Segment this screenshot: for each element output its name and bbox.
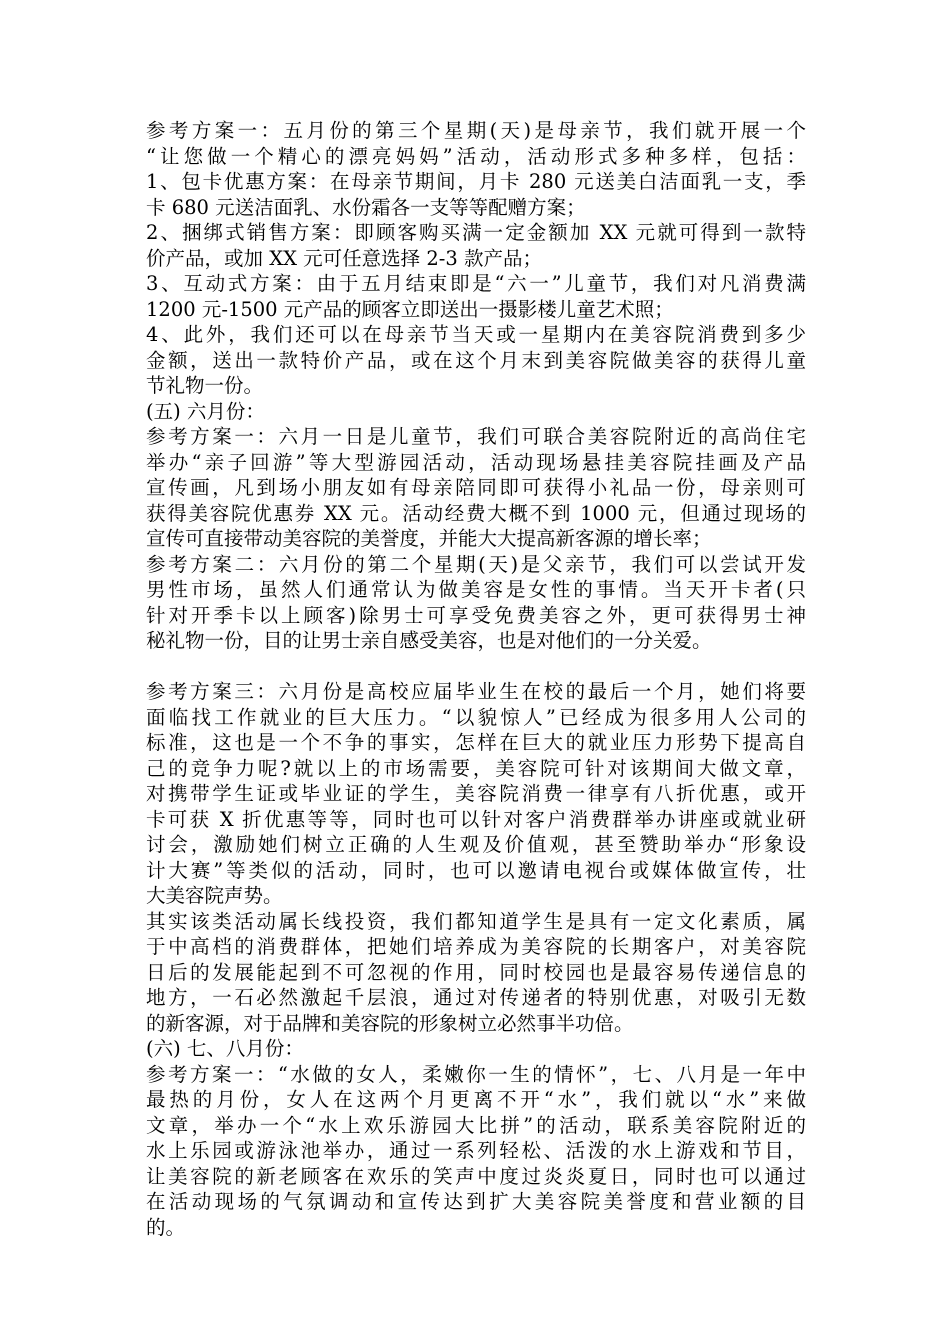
text-line: 大美容院声势。 <box>146 884 283 907</box>
text-line: 价产品，或加 XX 元可任意选择 2-3 款产品； <box>146 246 542 270</box>
text-line: 卡 680 元送洁面乳、水份霜各一支等等配赠方案； <box>146 195 586 219</box>
text-line: 面临找工作就业的巨大压力。“以貌惊人”已经成为很多用人公司的 <box>146 705 806 729</box>
text-line: 节礼物一份。 <box>146 374 264 397</box>
text-line: 其实该类活动属长线投资，我们都知道学生是具有一定文化素质，属 <box>146 909 806 933</box>
text-line: 的新客源，对于品牌和美容院的形象树立必然事半功倍。 <box>146 1011 634 1035</box>
text-line: 己的竞争力呢?就以上的市场需要，美容院可针对该期间大做文章， <box>146 756 806 780</box>
text-line: 秘礼物一份，目的让男士亲自感受美容，也是对他们的一分关爱。 <box>146 629 712 652</box>
text-line: 讨会，激励她们树立正确的人生观及价值观，甚至赞助举办“形象设 <box>146 833 806 856</box>
text-line: 宣传可直接带动美容院的美誉度，并能大大提高新客源的增长率； <box>146 527 712 550</box>
text-line: 参考方案一：六月一日是儿童节，我们可联合美容院附近的高尚住宅 <box>146 425 806 448</box>
text-line: 针对开季卡以上顾客)除男士可享受免费美容之外，更可获得男士神 <box>146 603 806 627</box>
text-line: 日后的发展能起到不可忽视的作用，同时校园也是最容易传递信息的 <box>146 960 806 984</box>
section-heading: (五) 六月份： <box>146 399 265 423</box>
text-line: 3、互动式方案：由于五月结束即是“六一”儿童节，我们对凡消费满 <box>146 272 806 295</box>
text-line: 参考方案一：“水做的女人，柔嫩你一生的情怀”，七、八月是一年中 <box>146 1062 806 1086</box>
text-line: 卡可获 X 折优惠等等，同时也可以针对客户消费群举办讲座或就业研 <box>146 807 806 831</box>
text-line: 宣传画，凡到场小朋友如有母亲陪同即可获得小礼品一份，母亲则可 <box>146 476 806 499</box>
text-line: 标准，这也是一个不争的事实，怎样在巨大的就业压力形势下提高自 <box>146 731 806 754</box>
text-line: “让您做一个精心的漂亮妈妈”活动，活动形式多种多样，包括： <box>146 144 806 168</box>
section-heading: (六) 七、八月份： <box>146 1037 304 1060</box>
text-line: 最热的月份，女人在这两个月更离不开“水”，我们就以“水”来做 <box>146 1088 806 1111</box>
text-line: 水上乐园或游泳池举办，通过一系列轻松、活泼的水上游戏和节目， <box>146 1139 806 1162</box>
text-line: 举办“亲子回游”等大型游园活动，活动现场悬挂美容院挂画及产品 <box>146 450 806 474</box>
text-line: 参考方案二：六月份的第二个星期(天)是父亲节，我们可以尝试开发 <box>146 552 806 576</box>
text-line: 让美容院的新老顾客在欢乐的笑声中度过炎炎夏日，同时也可以通过 <box>146 1164 806 1188</box>
text-line: 文章，举办一个“水上欢乐游园大比拼”的活动，联系美容院附近的 <box>146 1113 806 1137</box>
text-line: 4、此外，我们还可以在母亲节当天或一星期内在美容院消费到多少 <box>146 323 806 346</box>
paragraph-gap <box>146 654 806 680</box>
text-line: 2、捆绑式销售方案：即顾客购买满一定金额加 XX 元就可得到一款特 <box>146 221 806 244</box>
text-line: 1、包卡优惠方案：在母亲节期间，月卡 280 元送美白洁面乳一支，季 <box>146 170 806 193</box>
text-line: 对携带学生证或毕业证的学生，美容院消费一律享有八折优惠，或开 <box>146 782 806 805</box>
text-line: 的。 <box>146 1215 186 1239</box>
document-body <box>146 118 806 1240</box>
text-line: 参考方案一：五月份的第三个星期(天)是母亲节，我们就开展一个 <box>146 119 806 142</box>
text-line: 男性市场，虽然人们通常认为做美容是女性的事情。当天开卡者(只 <box>146 578 806 601</box>
text-line: 在活动现场的气氛调动和宣传达到扩大美容院美誉度和营业额的目 <box>146 1190 806 1213</box>
text-line: 1200 元-1500 元产品的顾客立即送出一摄影楼儿童艺术照； <box>146 297 674 321</box>
text-line: 地方，一石必然激起千层浪，通过对传递者的特别优惠，对吸引无数 <box>146 986 806 1009</box>
text-line: 获得美容院优惠券 XX 元。活动经费大概不到 1000 元，但通过现场的 <box>146 501 806 525</box>
text-line: 于中高档的消费群体，把她们培养成为美容院的长期客户，对美容院 <box>146 935 806 958</box>
text-line: 计大赛”等类似的活动，同时，也可以邀请电视台或媒体做宣传，壮 <box>146 858 806 882</box>
text-line: 金额，送出一款特价产品，或在这个月末到美容院做美容的获得儿童 <box>146 348 806 372</box>
text-line: 参考方案三：六月份是高校应届毕业生在校的最后一个月，她们将要 <box>146 680 806 703</box>
